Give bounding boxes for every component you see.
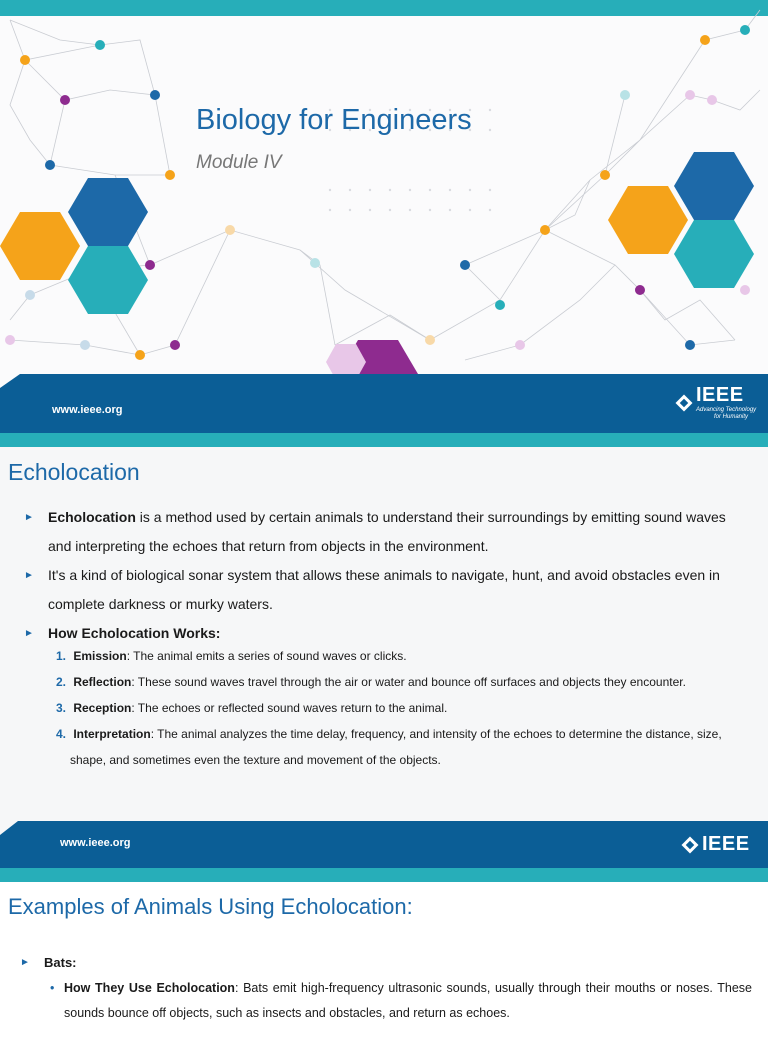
ieee-diamond-icon xyxy=(682,836,699,853)
molecular-network-graphic xyxy=(0,0,768,433)
list-item xyxy=(22,503,752,561)
bullet-arrow-icon: ► xyxy=(24,628,34,639)
examples-slide xyxy=(0,882,768,1037)
bullet-arrow-icon: ► xyxy=(24,512,34,523)
bullet-arrow-icon: ► xyxy=(20,957,30,968)
step-number: 4. xyxy=(56,727,67,741)
list-item xyxy=(22,561,752,619)
bullet-bold-term: How Echolocation Works: xyxy=(48,625,221,641)
ieee-logo xyxy=(678,384,756,421)
ieee-diamond-icon xyxy=(676,394,693,411)
step-item xyxy=(56,669,746,695)
slide-heading: Examples of Animals Using Echolocation: xyxy=(8,894,413,919)
slide-heading: Echolocation xyxy=(8,459,140,485)
step-text: : The animal analyzes the time delay, frequency, and intensity of the echoes to determine the distance, size, shape, and sometimes even the texture and movement of the objects. xyxy=(70,727,722,767)
ieee-wordmark: IEEE xyxy=(696,384,744,406)
step-term: Reception xyxy=(73,701,132,715)
bullet-bold-term: Echolocation xyxy=(48,509,136,525)
presentation-title: Biology for Engineers xyxy=(196,104,472,136)
bullet-list xyxy=(22,503,752,648)
sub-bullet-item xyxy=(46,976,752,1026)
step-text: : These sound waves travel through the air or water and bounce off surfaces and objects they encounter. xyxy=(131,675,686,689)
step-item xyxy=(56,721,746,773)
step-item xyxy=(56,695,746,721)
steps-list xyxy=(56,643,746,773)
step-term: Interpretation xyxy=(73,727,151,741)
ieee-logo xyxy=(684,833,750,856)
footer-url[interactable]: www.ieee.org xyxy=(52,404,123,416)
step-item xyxy=(56,643,746,669)
bullet-text: It's a kind of biological sonar system that allows these animals to navigate, hunt, and avoid obstacles even in complete darkness or murky waters. xyxy=(48,567,720,612)
step-number: 1. xyxy=(56,649,67,663)
sub-bullet-term: How They Use Echolocation xyxy=(64,981,235,995)
step-text: : The animal emits a series of sound waves or clicks. xyxy=(126,649,407,663)
list-item xyxy=(18,950,752,976)
footer-url[interactable]: www.ieee.org xyxy=(60,837,131,849)
sub-bullet-dot-icon: • xyxy=(50,981,55,995)
ieee-tagline-line2: for Humanity xyxy=(714,414,749,420)
title-slide xyxy=(0,0,768,433)
slide-divider xyxy=(0,433,768,447)
ieee-tagline-line1: Advancing Technology xyxy=(696,407,757,413)
bullet-label: Bats: xyxy=(44,955,77,970)
bullet-list xyxy=(18,950,752,976)
sub-bullet-text: : Bats emit high-frequency ultrasonic sounds, usually through their mouths or noses. These sounds bounce off objects, such as insects and obstacles, and return as echoes. xyxy=(64,981,752,1020)
step-number: 2. xyxy=(56,675,67,689)
echolocation-slide xyxy=(0,447,768,883)
step-number: 3. xyxy=(56,701,67,715)
step-term: Emission xyxy=(73,649,127,663)
presentation-subtitle: Module IV xyxy=(196,152,282,173)
ieee-wordmark: IEEE xyxy=(702,833,750,855)
step-text: : The echoes or reflected sound waves return to the animal. xyxy=(131,701,448,715)
bullet-text: is a method used by certain animals to understand their surroundings by emitting sound waves and interpreting the echoes that return from objects in the environment. xyxy=(48,509,726,554)
step-term: Reflection xyxy=(73,675,132,689)
sub-bullet-list xyxy=(46,976,752,1026)
slide-divider xyxy=(0,868,768,882)
bullet-arrow-icon: ► xyxy=(24,570,34,581)
